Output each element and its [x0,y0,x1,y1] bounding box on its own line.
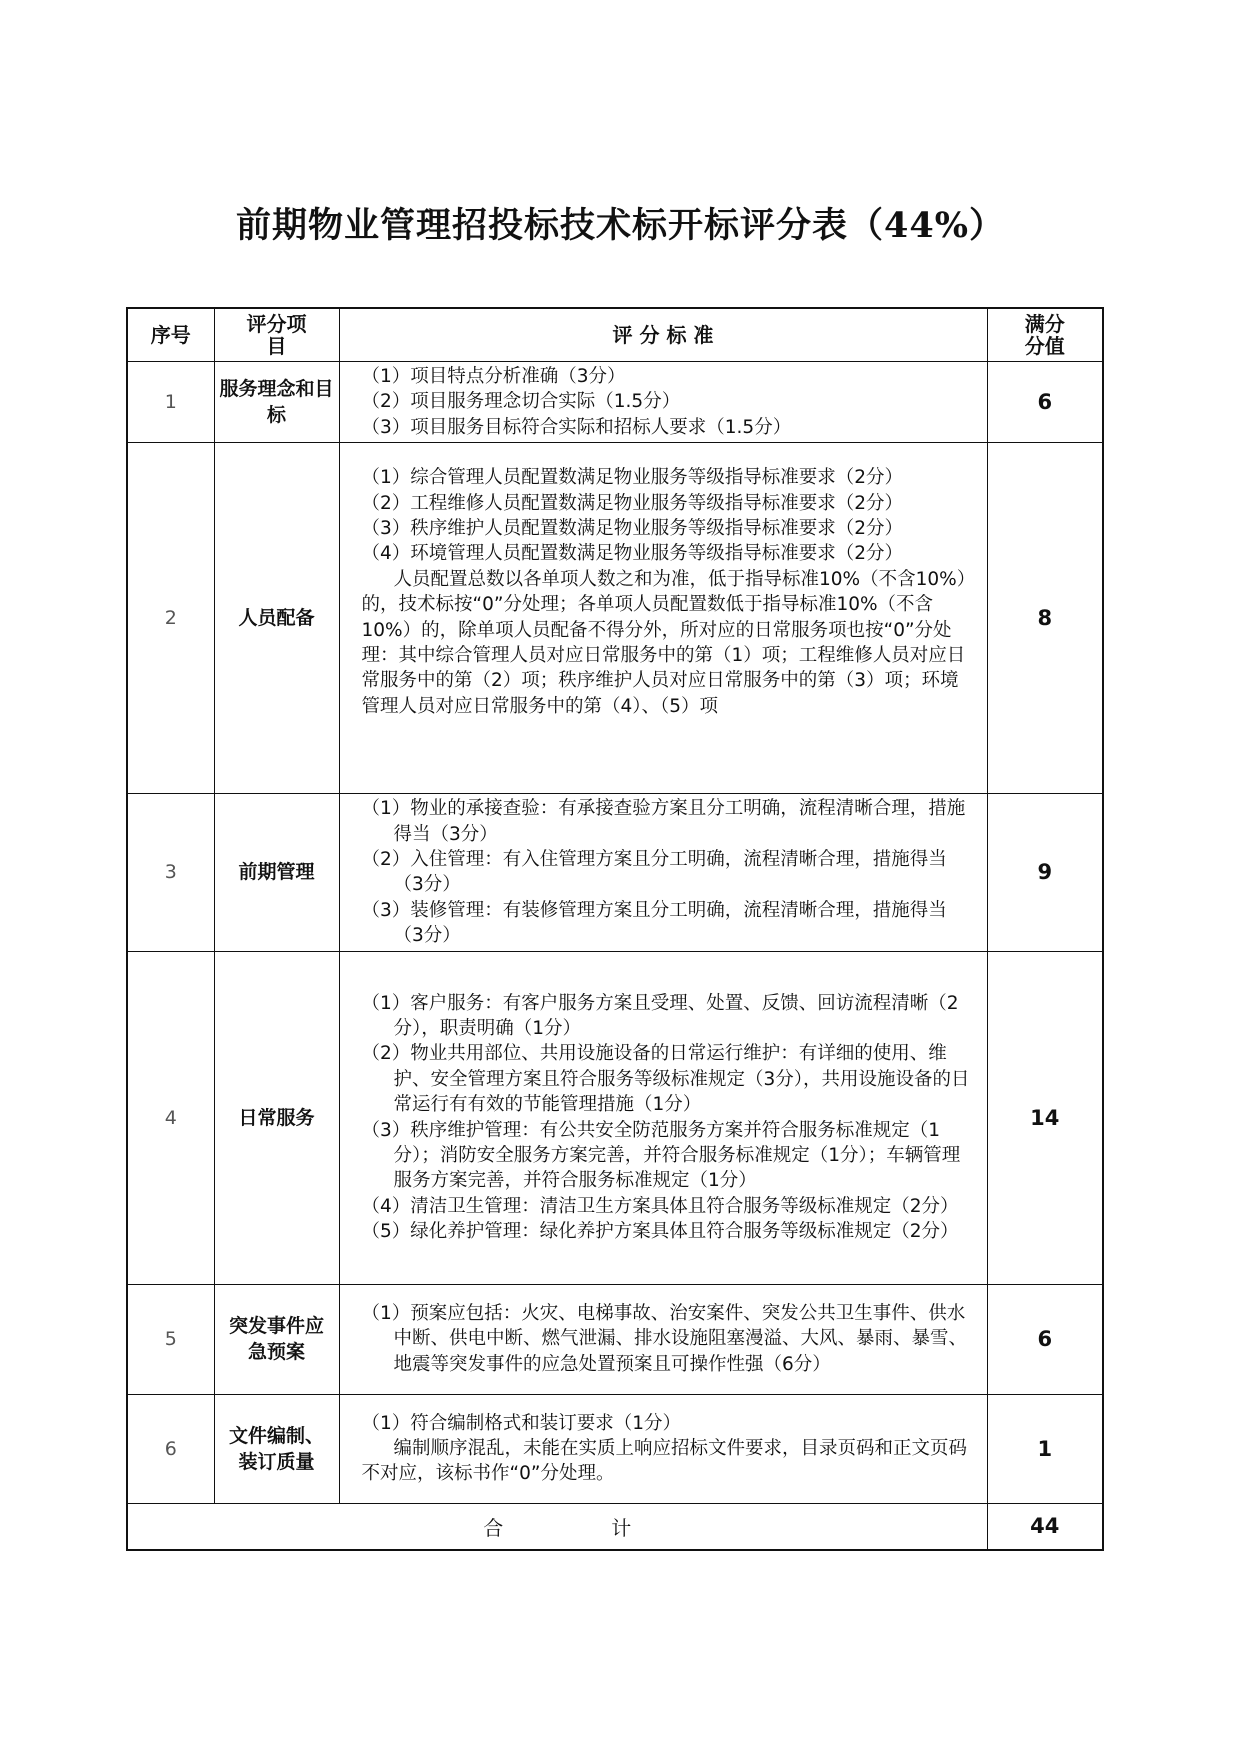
row-number: 5 [127,1284,214,1394]
row-item: 人员配备 [214,443,339,794]
table-row [127,1394,1103,1503]
row-number: 6 [127,1394,214,1503]
header-item-label: 评分项目 [246,312,307,358]
row-number: 4 [127,951,214,1284]
header-score-label: 满分分值 [1024,312,1065,358]
page-title: 前期物业管理招投标技术标开标评分表（44%） [236,205,1005,246]
row-item: 前期管理 [214,794,339,951]
criteria-line: （3）秩序维护管理：有公共安全防范服务方案并符合服务标准规定（1分）；消防安全服务方案完善，并符合服务标准规定（1分）；车辆管理服务方案完善，并符合服务标准规定（1分） [361,1119,961,1192]
score-table [126,307,1104,1551]
total-label: 合计 [127,1503,987,1550]
row-number: 1 [127,362,214,443]
row-score: 9 [987,794,1103,951]
row-item: 日常服务 [214,951,339,1284]
row-criteria [339,1284,987,1394]
header-row [127,308,1103,362]
row-score: 14 [987,951,1103,1284]
criteria-note: 人员配置总数以各单项人数之和为准，低于指导标准10%（不含10%）的，技术标按“0”分处理；各单项人员配置数低于指导标准10%（不含10%）的，除单项人员配备不得分外，所对应的日常服务项也按“0”分处理：其中综合管理人员对应日常服务中的第（1）项；工程维修人员对应日常服务中的第（2）项；秩序维护人员对应日常服务中的第（3）项；环境管理人员对应日常服务中的第（4）、（5）项 [361,568,976,717]
row-criteria [339,1394,987,1503]
criteria-line: （3）项目服务目标符合实际和招标人要求（1.5分） [361,416,792,438]
criteria-line: （2）物业共用部位、共用设施设备的日常运行维护：有详细的使用、维护、安全管理方案且符合服务等级标准规定（3分），共用设施设备的日常运行有有效的节能管理措施（1分） [361,1043,970,1116]
row-number: 2 [127,443,214,794]
row-criteria [339,362,987,443]
criteria-line: （4）清洁卫生管理：清洁卫生方案具体且符合服务等级标准规定（2分） [361,1195,959,1217]
criteria-line: （1）项目特点分析准确（3分） [361,366,626,387]
row-item: 服务理念和目标 [214,362,339,443]
total-score: 44 [987,1503,1103,1550]
table-row [127,362,1103,443]
criteria-line: （2）项目服务理念切合实际（1.5分） [361,391,681,413]
row-score: 1 [987,1394,1103,1503]
row-criteria [339,951,987,1284]
criteria-line: （5）绿化养护管理：绿化养护方案具体且符合服务等级标准规定（2分） [361,1221,959,1243]
criteria-line: （1）综合管理人员配置数满足物业服务等级指导标准要求（2分） [361,467,904,489]
header-item [214,308,339,362]
criteria-line: （4）环境管理人员配置数满足物业服务等级指导标准要求（2分） [361,543,904,565]
row-item: 文件编制、装订质量 [214,1394,339,1503]
row-criteria [339,443,987,794]
table-row [127,794,1103,951]
criteria-line: （3）秩序维护人员配置数满足物业服务等级指导标准要求（2分） [361,518,904,540]
criteria-line: （2）工程维修人员配置数满足物业服务等级指导标准要求（2分） [361,492,904,514]
row-criteria [339,794,987,951]
criteria-line: （1）符合编制格式和装订要求（1分） [361,1412,682,1434]
header-score [987,308,1103,362]
table-row [127,443,1103,794]
criteria-line: （1）客户服务：有客户服务方案且受理、处置、反馈、回访流程清晰（2分），职责明确（1分） [361,992,959,1040]
header-no: 序号 [127,308,214,362]
row-item: 突发事件应急预案 [214,1284,339,1394]
row-number: 3 [127,794,214,951]
criteria-note: 编制顺序混乱，未能在实质上响应招标文件要求，目录页码和正文页码不对应，该标书作“0”分处理。 [361,1437,968,1485]
criteria-line: （2）入住管理：有入住管理方案且分工明确，流程清晰合理，措施得当（3分） [361,849,947,896]
table-row [127,1284,1103,1394]
row-score: 6 [987,362,1103,443]
criteria-line: （1）物业的承接查验：有承接查验方案且分工明确，流程清晰合理，措施得当（3分） [361,798,966,845]
table-row [127,951,1103,1284]
total-row [127,1503,1103,1550]
row-score: 8 [987,443,1103,794]
row-score: 6 [987,1284,1103,1394]
header-criteria: 评 分 标 准 [339,308,987,362]
criteria-line: （3）装修管理：有装修管理方案且分工明确，流程清晰合理，措施得当（3分） [361,899,947,947]
criteria-line: （1）预案应包括：火灾、电梯事故、治安案件、突发公共卫生事件、供水中断、供电中断、燃气泄漏、排水设施阻塞漫溢、大风、暴雨、暴雪、地震等突发事件的应急处置预案且可操作性强（6分） [361,1303,968,1375]
